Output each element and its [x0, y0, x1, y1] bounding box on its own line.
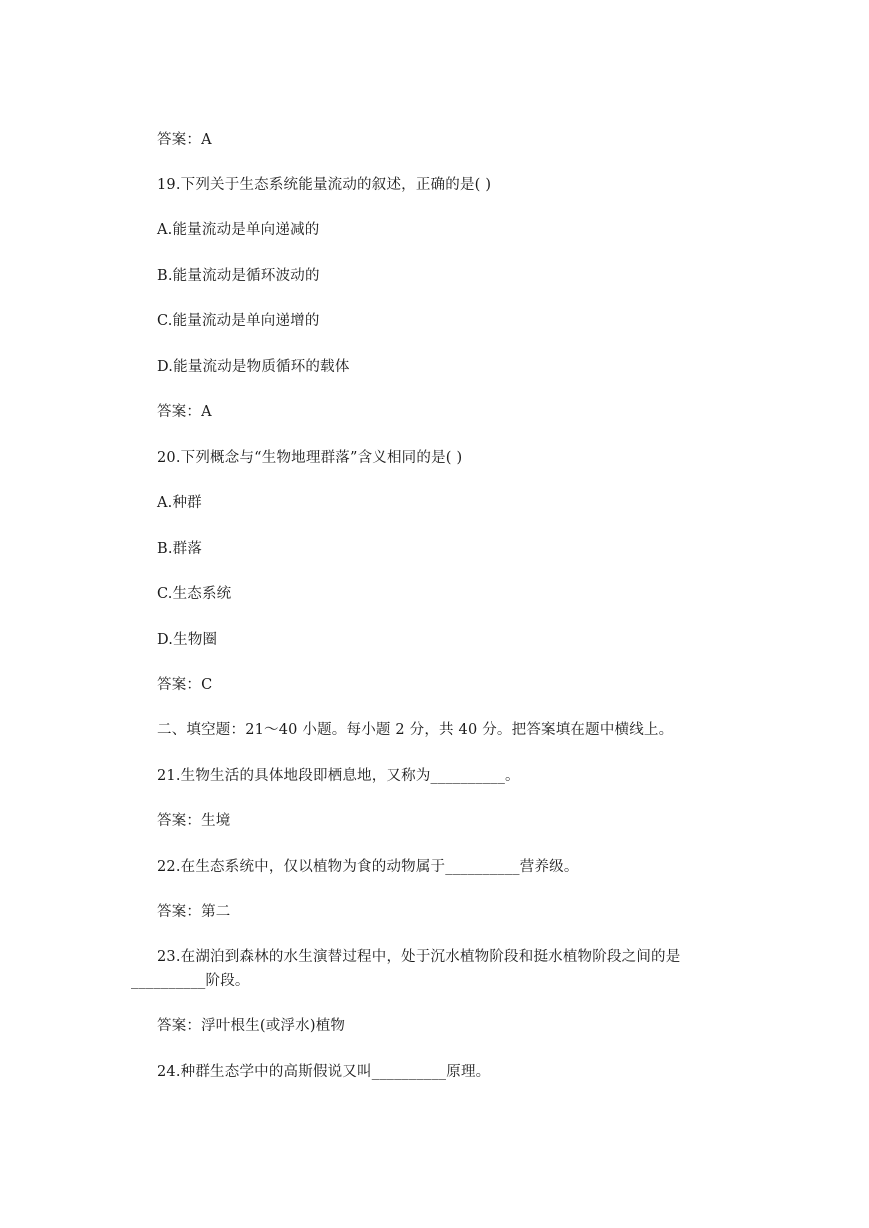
option-20-c: C.生态系统	[157, 586, 232, 602]
option-20-a: A.种群	[157, 495, 202, 511]
option-19-c: C.能量流动是单向递增的	[157, 313, 320, 329]
question-24: 24.种群生态学中的高斯假说又叫__________原理。	[157, 1064, 491, 1080]
option-20-b: B.群落	[157, 541, 203, 557]
answer-18: 答案：A	[157, 132, 212, 148]
question-19: 19.下列关于生态系统能量流动的叙述，正确的是( )	[157, 177, 492, 193]
answer-20: 答案：C	[157, 677, 213, 693]
question-21: 21.生物生活的具体地段即栖息地，又称为__________。	[157, 768, 520, 784]
option-20-d: D.生物圈	[157, 632, 218, 648]
option-19-b: B.能量流动是循环波动的	[157, 268, 320, 284]
question-23: 23.在湖泊到森林的水生演替过程中，处于沉水植物阶段和挺水植物阶段之间的是	[157, 949, 681, 965]
answer-22: 答案：第二	[157, 904, 231, 920]
option-19-a: A.能量流动是单向递减的	[157, 222, 320, 238]
answer-23: 答案：浮叶根生(或浮水)植物	[157, 1018, 346, 1034]
question-22: 22.在生态系统中，仅以植物为食的动物属于__________营养级。	[157, 859, 579, 875]
answer-21: 答案：生境	[157, 813, 231, 829]
question-23-continued: __________阶段。	[131, 973, 250, 989]
answer-19: 答案：A	[157, 404, 212, 420]
option-19-d: D.能量流动是物质循环的载体	[157, 359, 350, 375]
section-heading-fill-in: 二、填空题：21～40 小题。每小题 2 分，共 40 分。把答案填在题中横线上。	[157, 722, 674, 738]
question-20: 20.下列概念与“生物地理群落”含义相同的是( )	[157, 450, 463, 466]
